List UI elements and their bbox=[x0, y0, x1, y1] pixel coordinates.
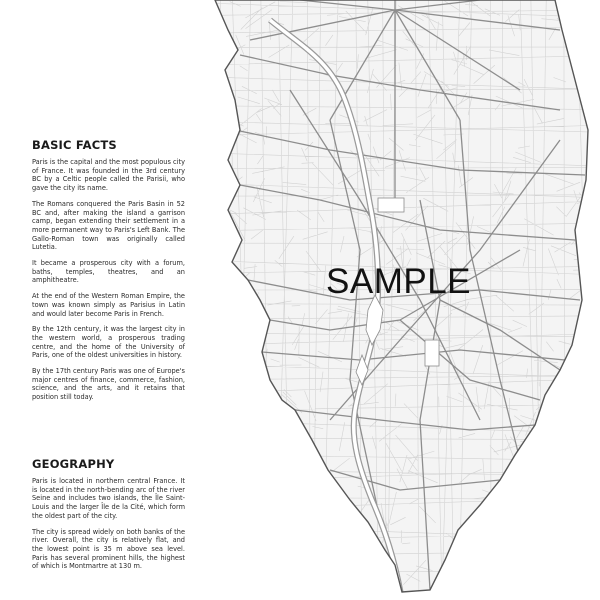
sample-watermark: SAMPLE bbox=[326, 262, 471, 301]
geography-heading: GEOGRAPHY bbox=[32, 457, 115, 471]
basic-facts-paragraph: Paris is the capital and the most populous city of France. It was founded in the 3rd century BC by a Celtic people called the Parisii, who gave the city its name. bbox=[32, 158, 185, 193]
geography-paragraph: The city is spread widely on both banks of the river. Overall, the city is relatively flat, and the lowest point is 35 m above sea level. Paris has several prominent hills, the highest of which is Montmartre at 130 m. bbox=[32, 527, 185, 571]
basic-facts-paragraph: By the 17th century Paris was one of Europe's major centres of finance, commerce, fashion, science, and the arts, and it retains that position still today. bbox=[32, 367, 185, 402]
basic-facts-paragraph: It became a prosperous city with a forum, baths, temples, theatres, and an amphitheatre. bbox=[32, 259, 185, 285]
basic-facts-paragraph: At the end of the Western Roman Empire, the town was known simply as Parisius in Latin and would later become Paris in French. bbox=[32, 292, 185, 318]
geography-section bbox=[32, 457, 185, 578]
geography-paragraph: Paris is located in northern central France. It is located in the north-bending arc of the river Seine and includes two islands, the Île Saint-Louis and the larger Île de la Cité, which form the oldest part of the city. bbox=[32, 477, 185, 520]
basic-facts-paragraph: By the 12th century, it was the largest city in the western world, a prosperous trading centre, and the home of the University of Paris, one of the oldest universities in history. bbox=[32, 325, 185, 360]
basic-facts-heading: BASIC FACTS bbox=[32, 138, 117, 152]
basic-facts-paragraph: The Romans conquered the Paris Basin in 52 BC and, after making the island a garrison camp, began extending their settlement in a more permanent way to Paris's Left Bank. The Gallo-Roman town was originally called Lutetia. bbox=[32, 199, 185, 252]
basic-facts-section bbox=[32, 138, 185, 409]
